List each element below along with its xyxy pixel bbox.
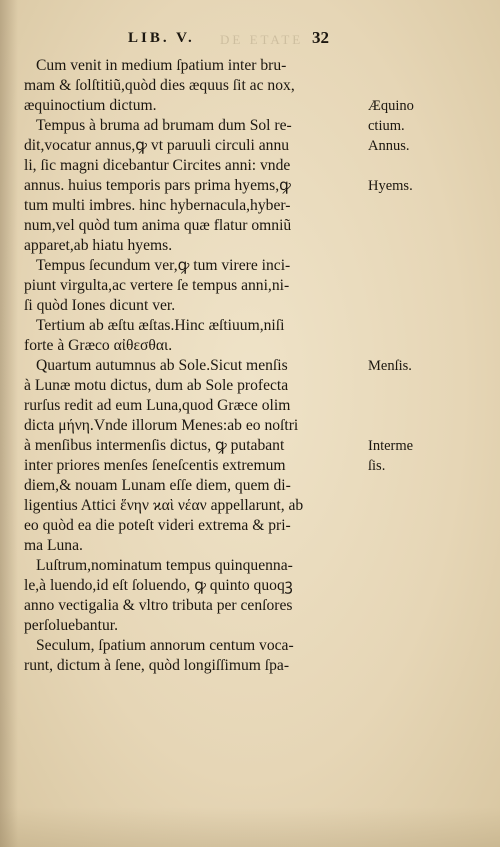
text-line: eo quòd ea die poteſt videri extrema & pri- [24, 517, 291, 534]
text-line: Luſtrum,nominatum tempus quinquenna- [36, 557, 293, 574]
margin-note-aequinoctium-cont: ctium. [368, 118, 405, 134]
text-line: à menſibus intermenſis dictus, ꝙ putabant [24, 437, 285, 454]
text-line: æquinoctium dictum. [24, 97, 157, 114]
text-line: li, ſic magni dicebantur Circites anni: vnde [24, 157, 291, 174]
text-line: inter priores menſes ſeneſcentis extremum [24, 457, 286, 474]
text-line: diem,& nouam Lunam eſſe diem, quem di- [24, 477, 291, 494]
text-line: num,vel quòd tum anima quæ flatur omniũ [24, 217, 292, 234]
bleed-through-text: DE ETATE [220, 32, 304, 47]
page-bottom-edge [0, 807, 500, 847]
margin-note-intermensis-cont: ſis. [368, 458, 386, 474]
margin-note-annus: Annus. [368, 138, 410, 154]
text-line: mam & ſolſtitiũ,quòd dies æquus ſit ac nox, [24, 77, 295, 94]
margin-note-intermensis: Interme [368, 438, 414, 454]
page-header [0, 30, 500, 56]
text-line: piunt virgulta,ac vertere ſe tempus anni,ni- [24, 277, 290, 294]
text-line: ma Luna. [24, 537, 83, 554]
text-line: perſoluebantur. [24, 617, 118, 634]
page-number: 32 [312, 28, 329, 47]
text-line: Tempus à bruma ad brumam dum Sol re- [36, 117, 292, 134]
text-line: Seculum, ſpatium annorum centum voca- [36, 637, 294, 654]
text-line: à Lunæ motu dictus, dum ab Sole profecta [24, 377, 289, 394]
text-line: Quartum autumnus ab Sole.Sicut menſis [36, 357, 288, 374]
text-line: rurſus redit ad eum Luna,quod Græce olim [24, 397, 291, 414]
text-line: dicta μήνη.Vnde illorum Menes:ab eo noſtri [24, 417, 299, 434]
text-line: apparet,ab hiatu hyems. [24, 237, 173, 254]
text-line: Tertium ab æſtu æſtas.Hinc æſtiuum,niſi [36, 317, 285, 334]
text-line: anno vectigalia & vltro tributa per cenſores [24, 597, 293, 614]
margin-note-mensis: Menſis. [368, 358, 412, 374]
text-line: runt, dictum à ſene, quòd longiſſimum ſpa- [24, 657, 290, 674]
text-line: Cum venit in medium ſpatium inter bru- [36, 57, 287, 74]
margin-note-aequinoctium: Æquino [368, 98, 414, 114]
text-line: ſi quòd Iones dicunt ver. [24, 297, 176, 314]
text-line: le,à luendo,id eſt ſoluendo, ꝙ quinto quoqꝫ [24, 577, 293, 594]
spine-shadow [0, 0, 18, 847]
running-head: LIB. V. [128, 30, 195, 46]
margin-note-hyems: Hyems. [368, 178, 413, 194]
text-line: Tempus ſecundum ver,ꝙ tum virere inci- [36, 257, 291, 274]
text-line: dit,vocatur annus,ꝙ vt paruuli circuli annu [24, 137, 290, 154]
text-line: forte à Græco αἰθεσθαι. [24, 337, 173, 354]
text-line: annus. huius temporis pars prima hyems,ꝙ [24, 177, 291, 194]
text-line: ligentius Attici ἕνην ϰαὶ νέαν appellarunt, ab [24, 497, 304, 514]
text-line: tum multi imbres. hinc hybernacula,hyber- [24, 197, 291, 214]
